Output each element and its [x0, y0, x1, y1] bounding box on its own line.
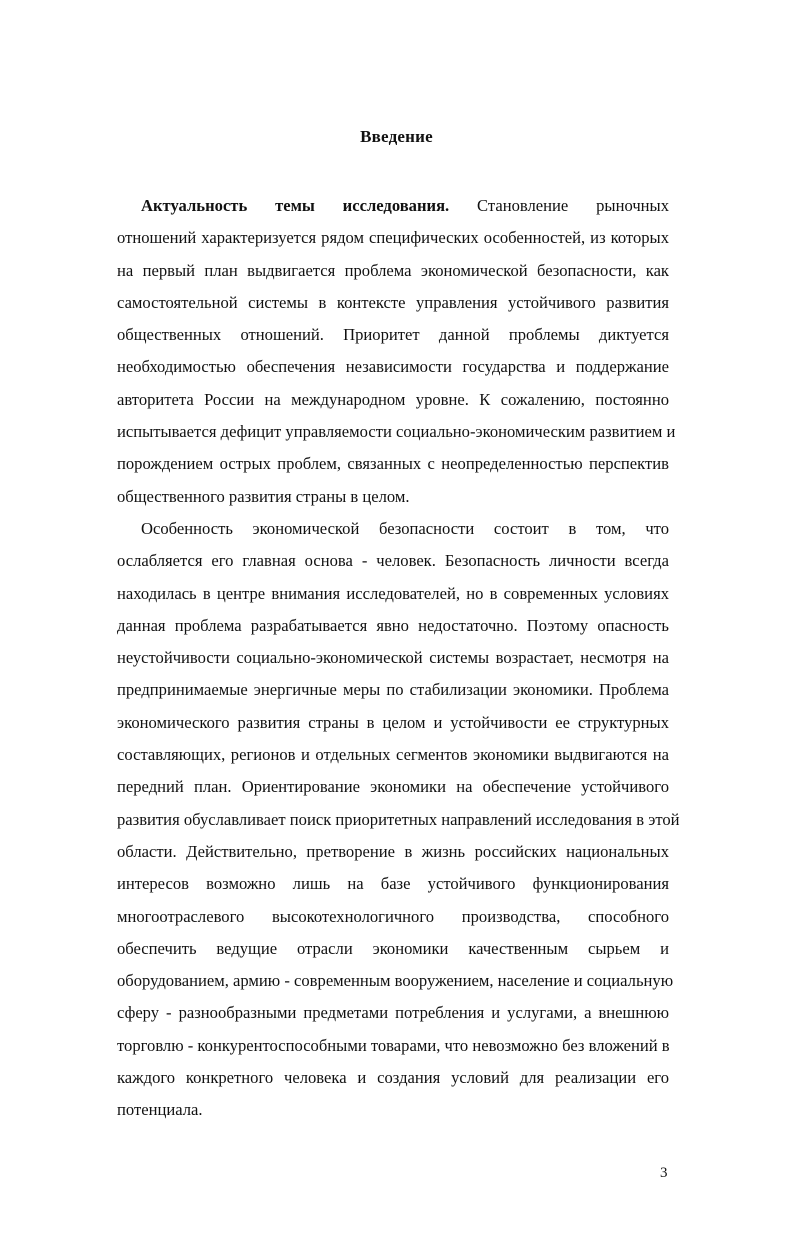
text-line: неустойчивости социально-экономической системы возрастает, несмотря на [117, 648, 669, 668]
text-line: составляющих, регионов и отдельных сегментов экономики выдвигаются на [117, 745, 669, 765]
text-line: данная проблема разрабатывается явно недостаточно. Поэтому опасность [117, 615, 669, 635]
text-line: развития обуславливает поиск приоритетных направлений исследования в этой [117, 809, 680, 829]
text-line: отношений характеризуется рядом специфических особенностей, из которых [117, 228, 669, 248]
line-text: Становление рыночных [449, 196, 669, 215]
text-line: области. Действительно, претворение в жизнь российских национальных [117, 841, 669, 861]
text-line: обеспечить ведущие отрасли экономики качественным сырьем и [117, 938, 669, 958]
text-line: каждого конкретного человека и создания условий для реализации его [117, 1068, 669, 1088]
text-line [117, 190, 669, 222]
text-line: испытывается дефицит управляемости социально-экономическим развитием и [117, 422, 676, 442]
text-line: передний план. Ориентирование экономики на обеспечение устойчивого [117, 777, 669, 797]
page-title: Введение [360, 127, 433, 146]
text-line: торговлю - конкурентоспособными товарами, что невозможно без вложений в [117, 1035, 670, 1055]
text-line: ослабляется его главная основа - человек. Безопасность личности всегда [117, 551, 669, 571]
text-line: многоотраслевого высокотехнологичного производства, способного [117, 906, 669, 926]
text-line: общественных отношений. Приоритет данной проблемы диктуется [117, 325, 669, 345]
text-line: авторитета России на международном уровне. К сожалению, постоянно [117, 389, 669, 409]
text-line: на первый план выдвигается проблема экономической безопасности, как [117, 260, 669, 280]
text-line: экономического развития страны в целом и устойчивости ее структурных [117, 712, 669, 732]
text-line: порождением острых проблем, связанных с неопределенностью перспектив [117, 454, 669, 474]
text-line: предпринимаемые энергичные меры по стабилизации экономики. Проблема [117, 680, 669, 700]
text-line: интересов возможно лишь на базе устойчивого функционирования [117, 874, 669, 894]
lead-heading: Актуальность темы исследования. [141, 196, 450, 215]
body-text [117, 190, 680, 1127]
text-line: самостоятельной системы в контексте управления устойчивого развития [117, 292, 669, 312]
text-line: Особенность экономической безопасности состоит в том, что [141, 518, 669, 538]
text-line: необходимостью обеспечения независимости государства и поддержание [117, 357, 669, 377]
text-line: находилась в центре внимания исследователей, но в современных условиях [117, 583, 669, 603]
page-number: 3 [660, 1165, 668, 1181]
text-line: потенциала. [117, 1100, 203, 1120]
text-line: сферу - разнообразными предметами потребления и услугами, а внешнюю [117, 1003, 669, 1023]
text-line: оборудованием, армию - современным вооружением, население и социальную [117, 971, 674, 991]
text-line: общественного развития страны в целом. [117, 486, 410, 506]
